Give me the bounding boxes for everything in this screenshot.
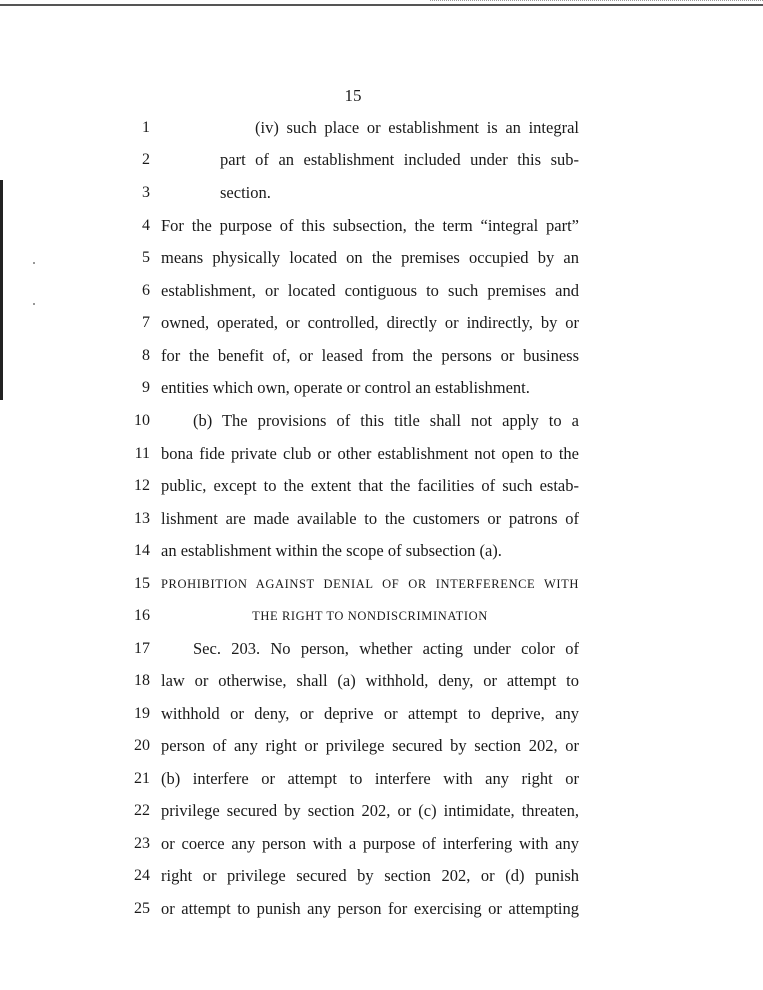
line-text: owned, operated, or controlled, directly or indirectly, by or [161,313,579,332]
line-text: for the benefit of, or leased from the persons or business [161,346,579,365]
text-line [0,246,763,270]
scan-speck [33,303,35,305]
line-number: 2 [142,151,150,168]
line-text: means physically located on the premises occupied by an [161,248,579,267]
line-number: 15 [134,575,150,592]
line-number: 22 [134,802,150,819]
line-number: 7 [142,314,150,331]
line-text: part of an establishment included under this sub- [220,150,579,169]
line-number: 9 [142,379,150,396]
line-number: 3 [142,184,150,201]
line-number: 20 [134,737,150,754]
text-line [0,279,763,303]
text-line [0,864,763,888]
line-text: Sec. 203. No person, whether acting under color of [193,639,579,658]
text-line [0,376,763,400]
line-text: or attempt to punish any person for exercising or attempting [161,899,579,918]
text-line [0,702,763,726]
text-line [0,572,763,596]
text-line [0,669,763,693]
line-text: For the purpose of this subsection, the term “integral part” [161,216,579,235]
line-text: right or privilege secured by section 202, or (d) punish [161,866,579,885]
line-text: person of any right or privilege secured by section 202, or [161,736,579,755]
text-line [0,344,763,368]
line-text: entities which own, operate or control an establishment. [161,378,530,397]
line-text: (iv) such place or establishment is an integral [255,118,579,137]
text-line [0,637,763,661]
line-number: 11 [134,445,150,462]
text-line [0,409,763,433]
text-line [0,442,763,466]
line-number: 14 [134,542,150,559]
line-text: an establishment within the scope of subsection (a). [161,541,502,560]
text-line [0,311,763,335]
text-line [0,799,763,823]
section-heading: PROHIBITION AGAINST DENIAL OF OR INTERFERENCE WITH [161,577,579,591]
text-line [0,734,763,758]
line-number: 5 [142,249,150,266]
line-number: 21 [134,770,150,787]
section-heading: THE RIGHT TO NONDISCRIMINATION [252,609,488,623]
text-line [0,474,763,498]
line-number: 6 [142,282,150,299]
text-line [0,214,763,238]
line-number: 18 [134,672,150,689]
line-text: lishment are made available to the customers or patrons of [161,509,579,528]
line-number: 8 [142,347,150,364]
line-number: 12 [134,477,150,494]
text-line [0,507,763,531]
line-text: bona fide private club or other establishment not open to the [161,444,579,463]
line-number: 17 [134,640,150,657]
line-text: establishment, or located contiguous to such premises and [161,281,579,300]
line-text: withhold or deny, or deprive or attempt to deprive, any [161,704,579,723]
text-line [0,116,763,140]
line-text: or coerce any person with a purpose of interfering with any [161,834,579,853]
page-number: 15 [344,86,362,105]
text-line [0,897,763,921]
line-number: 25 [134,900,150,917]
line-number: 24 [134,867,150,884]
line-number: 13 [134,510,150,527]
line-text: (b) The provisions of this title shall not apply to a [193,411,579,430]
line-text: public, except to the extent that the facilities of such estab- [161,476,579,495]
line-text: law or otherwise, shall (a) withhold, deny, or attempt to [161,671,579,690]
line-text: privilege secured by section 202, or (c) intimidate, threaten, [161,801,579,820]
text-line [0,767,763,791]
line-number: 23 [134,835,150,852]
text-line [0,539,763,563]
line-text: (b) interfere or attempt to interfere with any right or [161,769,579,788]
line-number: 10 [134,412,150,429]
text-line [0,181,763,205]
line-number: 1 [142,119,150,136]
text-line [0,148,763,172]
line-text: section. [220,183,271,202]
line-number: 4 [142,217,150,234]
text-line [0,604,763,628]
line-number: 16 [134,607,150,624]
line-number: 19 [134,705,150,722]
top-dotted-rule [430,0,763,2]
text-line [0,832,763,856]
top-rule [0,4,763,6]
